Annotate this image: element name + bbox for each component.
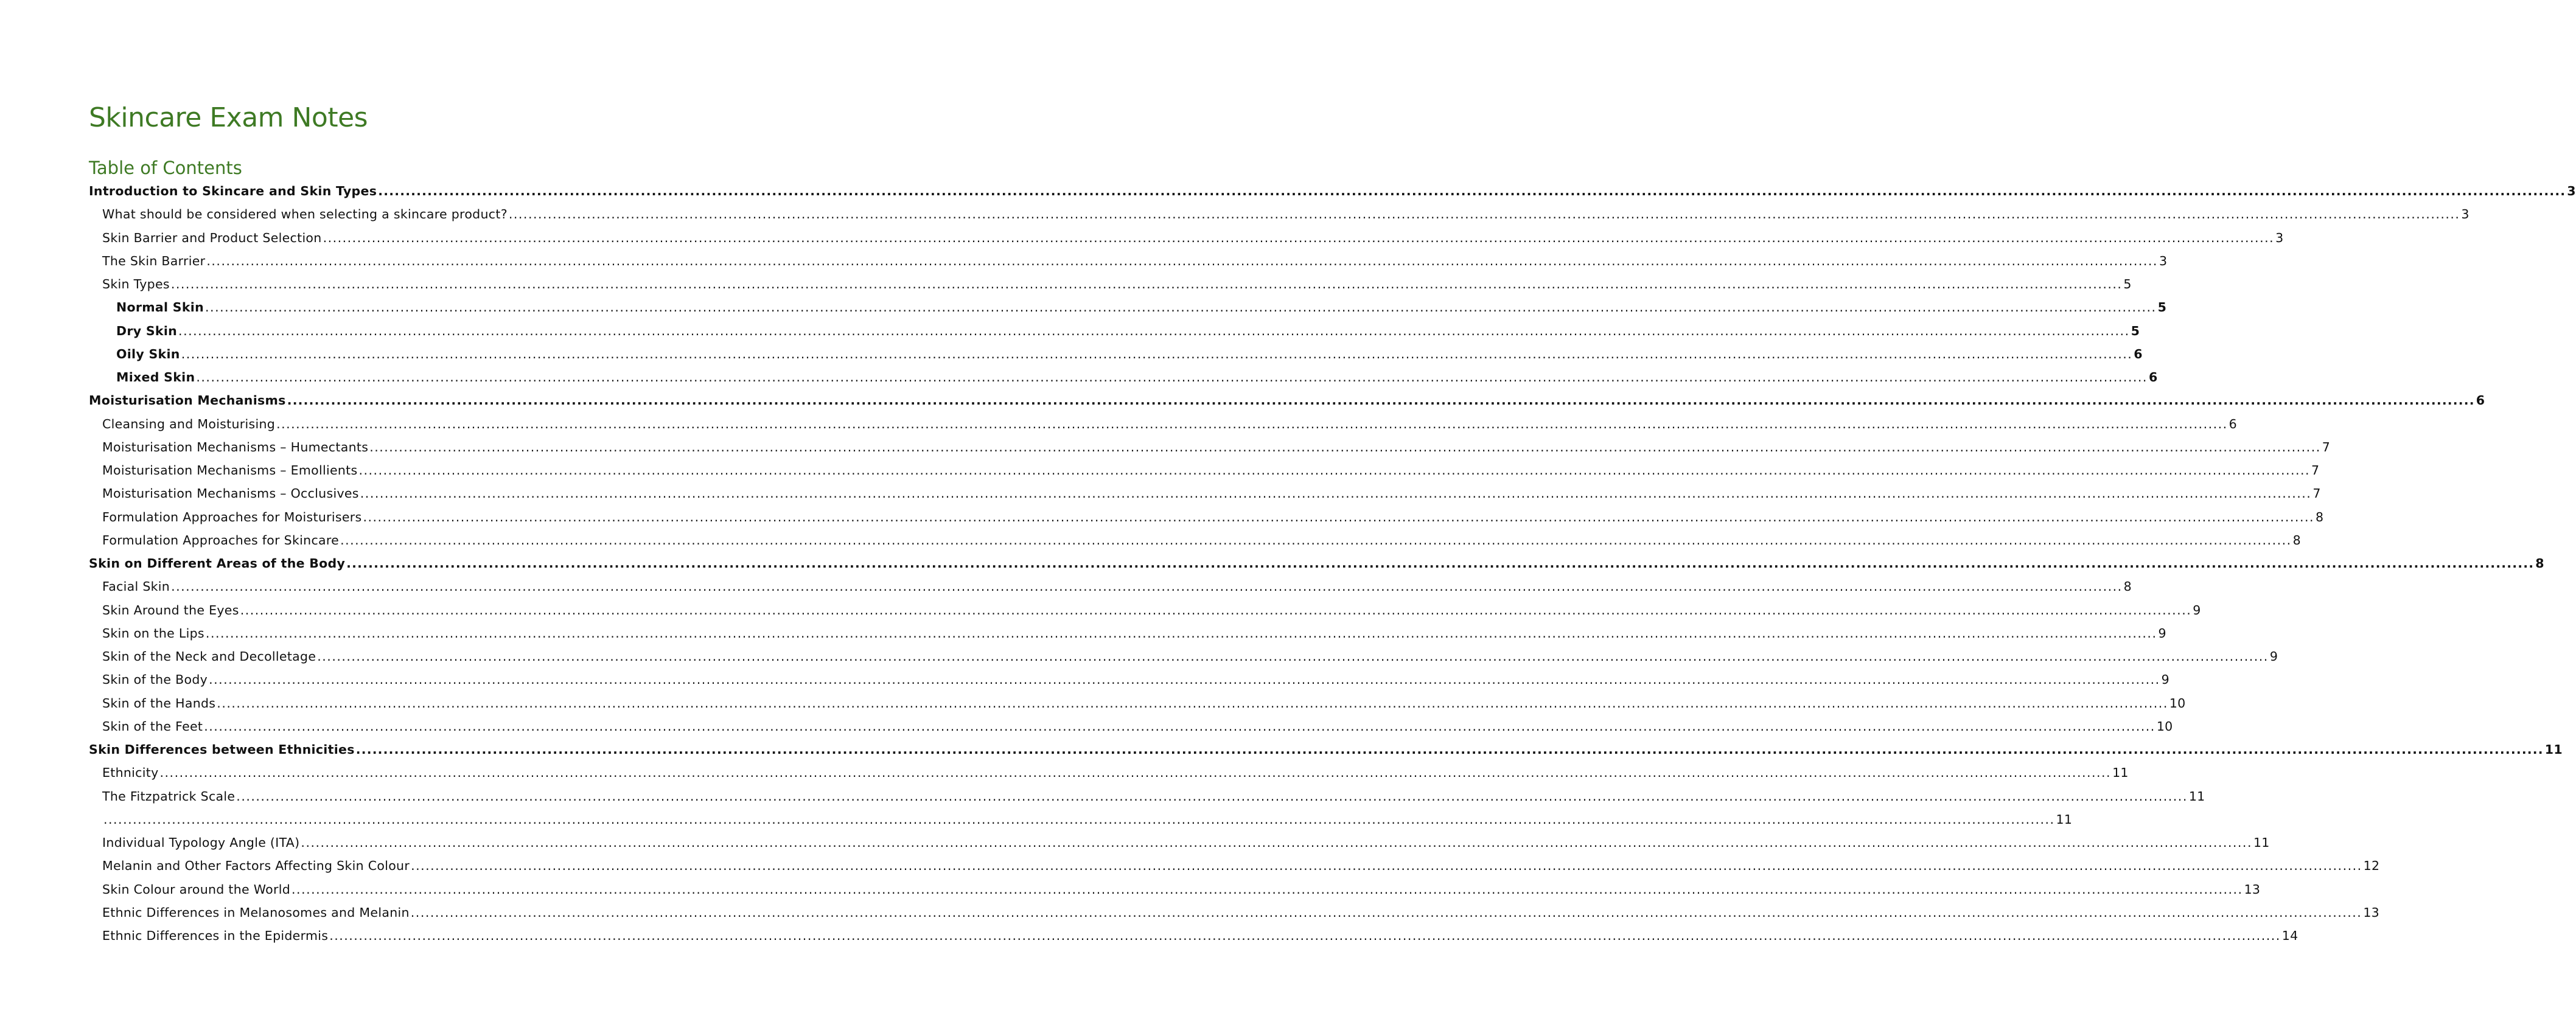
toc-entry[interactable] [89, 529, 2301, 552]
toc-entry[interactable] [89, 854, 2380, 877]
toc-dot-leader: ................................................................................................................................................................................................................................................................................................................................................................................................................ [378, 184, 2566, 198]
toc-entry-title: Skin of the Neck and Decolletage [102, 649, 316, 664]
toc-dot-leader: ................................................................................................................................................................................................................................................................................................................................................................................................................ [205, 625, 2157, 641]
toc-dot-leader: ................................................................................................................................................................................................................................................................................................................................................................................................................ [170, 277, 2123, 291]
toc-entry[interactable] [89, 343, 2143, 366]
toc-entry-title: Mixed Skin [116, 370, 195, 384]
toc-entry[interactable] [89, 622, 2166, 645]
toc-dot-leader: ................................................................................................................................................................................................................................................................................................................................................................................................................ [411, 858, 2362, 874]
toc-page-number: 6 [2476, 393, 2485, 408]
toc-entry-title: Formulation Approaches for Skincare [102, 532, 340, 548]
toc-entry[interactable] [89, 226, 2284, 249]
toc-entry-title: Ethnic Differences in the Epidermis [102, 928, 329, 943]
toc-entry[interactable] [89, 738, 2563, 761]
toc-page-number: 3 [2275, 230, 2284, 245]
toc-page-number: 10 [2156, 718, 2173, 734]
toc-page-number: 13 [2244, 882, 2261, 897]
toc-entry-title: Skin of the Feet [102, 718, 203, 734]
toc-dot-leader: ................................................................................................................................................................................................................................................................................................................................................................................................................ [360, 486, 2312, 501]
toc-dot-leader: ................................................................................................................................................................................................................................................................................................................................................................................................................ [363, 509, 2314, 524]
toc-dot-leader: ................................................................................................................................................................................................................................................................................................................................................................................................................ [103, 812, 2055, 827]
toc-dot-leader: ................................................................................................................................................................................................................................................................................................................................................................................................................ [178, 323, 2130, 338]
toc-dot-leader: ................................................................................................................................................................................................................................................................................................................................................................................................................ [205, 300, 2157, 315]
toc-dot-leader: ................................................................................................................................................................................................................................................................................................................................................................................................................ [196, 370, 2148, 384]
toc-entry[interactable] [89, 901, 2380, 924]
toc-page-number: 9 [2161, 672, 2169, 687]
toc-page-number: 3 [2159, 253, 2168, 268]
toc-entry[interactable] [89, 924, 2299, 947]
toc-entry[interactable] [89, 878, 2261, 901]
toc-entry-title: Cleansing and Moisturising [102, 416, 276, 431]
toc-entry-title: Skin Colour around the World [102, 882, 291, 897]
toc-entry[interactable] [89, 296, 2167, 319]
toc-page-number: 6 [2134, 346, 2143, 361]
toc-entry-title: What should be considered when selecting a skincare product? [102, 207, 508, 222]
toc-entry[interactable] [89, 575, 2132, 598]
toc-entry-title: Moisturisation Mechanisms – Emollients [102, 463, 358, 478]
toc-entry[interactable] [89, 273, 2132, 296]
toc-entry-title: Moisturisation Mechanisms – Occlusives [102, 486, 359, 501]
toc-entry[interactable] [89, 203, 2470, 226]
toc-entry[interactable] [89, 249, 2168, 273]
toc-dot-leader: ................................................................................................................................................................................................................................................................................................................................................................................................................ [276, 416, 2228, 431]
toc-entry-title: Ethnic Differences in Melanosomes and Melanin [102, 905, 410, 920]
toc-entry-title: Skin on the Lips [102, 625, 204, 641]
toc-page-number: 11 [2188, 788, 2205, 804]
toc-dot-leader: ................................................................................................................................................................................................................................................................................................................................................................................................................ [217, 695, 2168, 711]
toc-entry-title: Oily Skin [116, 346, 180, 361]
toc-entry[interactable] [89, 692, 2186, 715]
toc-page-number: 8 [2292, 532, 2301, 548]
toc-dot-leader: ................................................................................................................................................................................................................................................................................................................................................................................................................ [369, 439, 2321, 454]
toc-page-number: 3 [2461, 207, 2470, 222]
toc-page-number: 10 [2169, 695, 2186, 711]
toc-entry[interactable] [89, 761, 2129, 784]
toc-entry-title: Skin Differences between Ethnicities [89, 742, 355, 757]
toc-page-number: 9 [2158, 625, 2166, 641]
toc-page-number: 9 [2269, 649, 2278, 664]
toc-page-number: 7 [2312, 486, 2321, 501]
toc-dot-leader: ................................................................................................................................................................................................................................................................................................................................................................................................................ [204, 718, 2155, 734]
toc-dot-leader: ................................................................................................................................................................................................................................................................................................................................................................................................................ [410, 905, 2362, 920]
toc-dot-leader: ................................................................................................................................................................................................................................................................................................................................................................................................................ [209, 672, 2160, 687]
toc-entry[interactable] [89, 785, 2205, 808]
toc-entry[interactable] [89, 552, 2544, 575]
toc-entry-title: Moisturisation Mechanisms – Humectants [102, 439, 369, 454]
toc-entry-title: Skin Barrier and Product Selection [102, 230, 322, 245]
toc-page-number: 13 [2363, 905, 2380, 920]
toc-dot-leader: ................................................................................................................................................................................................................................................................................................................................................................................................................ [236, 788, 2188, 804]
toc-dot-leader: ................................................................................................................................................................................................................................................................................................................................................................................................................ [181, 346, 2133, 361]
toc-entry-title: The Fitzpatrick Scale [102, 788, 236, 804]
toc-dot-leader: ................................................................................................................................................................................................................................................................................................................................................................................................................ [346, 556, 2535, 571]
toc-entry[interactable] [89, 319, 2140, 343]
toc-entry[interactable] [89, 831, 2270, 854]
toc-entry[interactable] [89, 412, 2237, 436]
toc-page-number: 11 [2056, 812, 2073, 827]
toc-entry-title: Skin Types [102, 277, 170, 291]
toc-entry[interactable] [89, 808, 2073, 831]
toc-heading: Table of Contents [89, 158, 242, 178]
toc-page-number: 11 [2112, 765, 2129, 781]
toc-entry[interactable] [89, 179, 2576, 203]
toc-page-number: 6 [2148, 370, 2158, 384]
table-of-contents [89, 179, 2576, 947]
toc-dot-leader: ................................................................................................................................................................................................................................................................................................................................................................................................................ [206, 253, 2158, 268]
toc-page-number: 7 [2311, 463, 2320, 478]
toc-page-number: 9 [2193, 602, 2201, 617]
toc-dot-leader: ................................................................................................................................................................................................................................................................................................................................................................................................................ [355, 742, 2544, 757]
toc-dot-leader: ................................................................................................................................................................................................................................................................................................................................................................................................................ [291, 882, 2243, 897]
toc-entry[interactable] [89, 389, 2485, 412]
toc-dot-leader: ................................................................................................................................................................................................................................................................................................................................................................................................................ [317, 649, 2269, 664]
toc-entry[interactable] [89, 436, 2331, 459]
toc-page-number: 11 [2544, 742, 2563, 757]
toc-dot-leader: ................................................................................................................................................................................................................................................................................................................................................................................................................ [329, 928, 2281, 943]
toc-page-number: 12 [2363, 858, 2380, 874]
toc-dot-leader: ................................................................................................................................................................................................................................................................................................................................................................................................................ [323, 230, 2275, 245]
toc-entry-title: Dry Skin [116, 323, 178, 338]
toc-dot-leader: ................................................................................................................................................................................................................................................................................................................................................................................................................ [171, 579, 2123, 594]
toc-dot-leader: ................................................................................................................................................................................................................................................................................................................................................................................................................ [159, 765, 2112, 781]
document-title: Skincare Exam Notes [89, 102, 368, 133]
toc-entry-title: Ethnicity [102, 765, 159, 781]
toc-entry-title: The Skin Barrier [102, 253, 206, 268]
toc-dot-leader: ................................................................................................................................................................................................................................................................................................................................................................................................................ [287, 393, 2475, 408]
toc-page-number: 7 [2322, 439, 2331, 454]
toc-entry[interactable] [89, 506, 2324, 529]
toc-page-number: 3 [2567, 184, 2576, 198]
toc-entry-title: Skin of the Hands [102, 695, 216, 711]
toc-page-number: 11 [2253, 835, 2270, 850]
toc-page-number: 5 [2157, 300, 2167, 315]
toc-entry-title: Skin Around the Eyes [102, 602, 239, 617]
toc-entry[interactable] [89, 645, 2278, 668]
toc-entry-title: Individual Typology Angle (ITA) [102, 835, 300, 850]
toc-dot-leader: ................................................................................................................................................................................................................................................................................................................................................................................................................ [358, 463, 2311, 478]
toc-entry[interactable] [89, 482, 2321, 505]
toc-page-number: 5 [2123, 277, 2132, 291]
toc-entry-title: Melanin and Other Factors Affecting Skin Colour [102, 858, 410, 874]
toc-page-number: 8 [2316, 509, 2324, 524]
toc-entry-title: Skin of the Body [102, 672, 208, 687]
toc-page-number: 5 [2131, 323, 2140, 338]
toc-entry[interactable] [89, 715, 2173, 738]
toc-dot-leader: ................................................................................................................................................................................................................................................................................................................................................................................................................ [508, 207, 2460, 222]
toc-entry[interactable] [89, 599, 2201, 622]
toc-entry-title: Skin on Different Areas of the Body [89, 556, 346, 571]
toc-entry[interactable] [89, 366, 2158, 389]
toc-entry-title: Formulation Approaches for Moisturisers [102, 509, 362, 524]
toc-dot-leader: ................................................................................................................................................................................................................................................................................................................................................................................................................ [301, 835, 2252, 850]
toc-page-number: 6 [2229, 416, 2237, 431]
toc-page-number: 8 [2535, 556, 2544, 571]
toc-entry-title: Normal Skin [116, 300, 204, 315]
toc-entry[interactable] [89, 668, 2169, 691]
toc-entry-title: Introduction to Skincare and Skin Types [89, 184, 377, 198]
toc-page-number: 8 [2123, 579, 2132, 594]
toc-dot-leader: ................................................................................................................................................................................................................................................................................................................................................................................................................ [340, 532, 2292, 548]
toc-page-number: 14 [2281, 928, 2299, 943]
toc-entry-title: Facial Skin [102, 579, 170, 594]
toc-entry[interactable] [89, 459, 2320, 482]
toc-entry-title: Moisturisation Mechanisms [89, 393, 286, 408]
toc-dot-leader: ................................................................................................................................................................................................................................................................................................................................................................................................................ [240, 602, 2192, 617]
